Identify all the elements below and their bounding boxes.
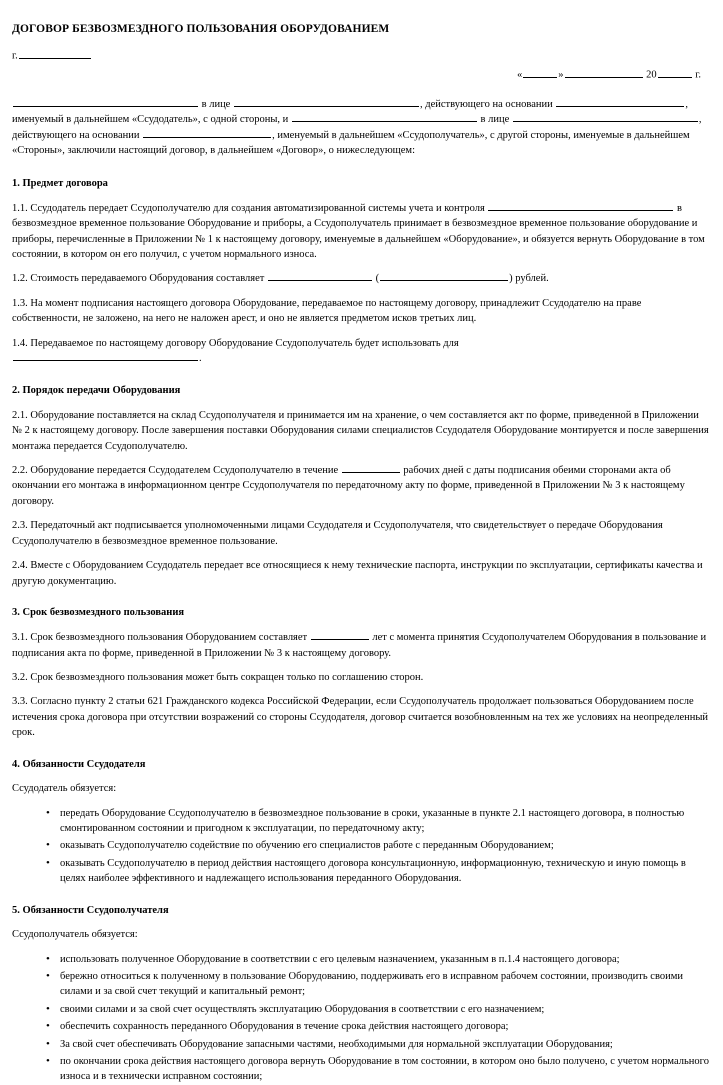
- clause-3-3: 3.3. Согласно пункту 2 статьи 621 Гражданского кодекса Российской Федерации, если Ссудополучатель продолжает пользоваться Оборудованием после истечения срока договора при отсутствии возражений со стороны Ссудодателя, договор считается возобновленным на тех же условиях на неопределенный срок.: [12, 696, 709, 739]
- clause-1-2-amount-blank[interactable]: [268, 272, 372, 282]
- list-item: • За свой счет обеспечивать Оборудование запасными частями, необходимыми для нормальной эксплуатации Оборудования;: [12, 1037, 709, 1052]
- clause-1-1: [12, 201, 709, 263]
- date-day-blank[interactable]: [523, 68, 557, 78]
- section-5-lead-in: Ссудополучатель обязуется:: [12, 928, 138, 940]
- list-item: • обеспечить сохранность переданного Оборудования в течение срока действия настоящего договора;: [12, 1019, 709, 1034]
- list-item: • своими силами и за свой счет осуществлять эксплуатацию Оборудования в соответствии с его назначением;: [12, 1002, 709, 1017]
- clause-2-2: [12, 463, 709, 509]
- preamble-part6: , именуемый в дальнейшем «Ссудополучатель», с другой стороны, именуемые в дальнейшем «Стороны», заключили настоящий договор, в дальнейшем «Договор», о нижеследующем:: [12, 129, 690, 157]
- lender-basis-blank[interactable]: [556, 97, 684, 107]
- preamble-part5: , действующего на основании: [12, 114, 702, 141]
- clause-2-2-days-blank[interactable]: [342, 463, 400, 473]
- clause-1-3: 1.3. На момент подписания настоящего договора Оборудование, передаваемое по настоящему договору, принадлежит Ссудодателю на праве собственности, не заложено, на него не наложен арест, и оно не является предметом исков третьих лиц.: [12, 297, 642, 325]
- section-heading-1: 1. Предмет договора: [12, 177, 108, 189]
- clause-1-4-text-a: 1.4. Передаваемое по настоящему договору Оборудование Ссудополучатель будет использовать для: [12, 337, 459, 349]
- city-blank[interactable]: [19, 49, 91, 59]
- clause-3-1-years-blank[interactable]: [311, 631, 369, 641]
- list-item: • бережно относиться к полученному в пользование Оборудованию, поддерживать его в исправном рабочем состоянии, производить своими силами и за свой счет текущий и капитальный ремонт;: [12, 969, 709, 1000]
- date-year-blank[interactable]: [658, 68, 692, 78]
- borrower-rep-blank[interactable]: [513, 113, 698, 123]
- clause-3-1: [12, 630, 709, 661]
- clause-2-2-text-a: 2.2. Оборудование передается Ссудодателем Ссудополучателю в течение: [12, 465, 339, 477]
- preamble-part1: в лице: [201, 98, 231, 110]
- preamble-part3: , именуемый в дальнейшем «Ссудодатель», с одной стороны, и: [12, 98, 688, 126]
- list-item: • по окончании срока действия настоящего договора вернуть Оборудование в том состоянии, в котором оно было получено, с учетом нормального износа и в технически исправном состоянии;: [12, 1054, 709, 1085]
- clause-2-3: 2.3. Передаточный акт подписывается уполномоченными лицами Ссудодателя и Ссудополучателя, что свидетельствует о передаче Оборудования Ссудополучателю в безвозмездное временное пользование.: [12, 520, 663, 547]
- clause-1-2-text-b: (: [375, 273, 380, 285]
- section-4-lead-in: Ссудодатель обязуется:: [12, 782, 117, 794]
- borrower-basis-blank[interactable]: [143, 128, 271, 138]
- clause-1-4: [12, 336, 709, 367]
- section-heading-4: 4. Обязанности Ссудодателя: [12, 758, 146, 770]
- date-line: [12, 68, 709, 83]
- lender-name-blank[interactable]: [13, 97, 198, 107]
- list-item: • оказывать Ссудополучателю содействие по обучению его специалистов работе с переданным Оборудованием;: [12, 838, 709, 853]
- date-suffix: г.: [695, 69, 701, 81]
- section-5-bullet-list: [12, 952, 709, 1085]
- date-year-prefix: 20: [646, 69, 657, 81]
- clause-3-1-text-a: 3.1. Срок безвозмездного пользования Оборудованием составляет: [12, 632, 308, 644]
- preamble-part2: , действующего на основании: [419, 98, 553, 110]
- clause-2-1: 2.1. Оборудование поставляется на склад Ссудополучателя и принимается им на хранение, о чем составляется акт по форме, приведенной в Приложении № 2 к настоящему договору. После завершения поставки Оборудования силами специалистов Ссудодателя Оборудование монтируется и после завершения монтажа передается Ссудополучателю.: [12, 409, 709, 452]
- list-item: • передать Оборудование Ссудополучателю в безвозмездное пользование в сроки, указанные в пункте 2.1 настоящего договора, в полностью смонтированном состоянии и пригодном к эксплуатации, по передаточному акту;: [12, 806, 709, 837]
- page-title: ДОГОВОР БЕЗВОЗМЕЗДНОГО ПОЛЬЗОВАНИЯ ОБОРУДОВАНИЕМ: [12, 23, 390, 35]
- lender-rep-blank[interactable]: [234, 97, 419, 107]
- date-close-quote: »: [558, 69, 564, 81]
- clause-1-2-amount-words-blank[interactable]: [380, 272, 508, 282]
- clause-2-2-text-b: рабочих дней с даты подписания обеими сторонами акта об окончании его монтажа в информационном центре Ссудополучателя по передаточному акту по форме, приведенной в Приложении № 3 к настоящему договору.: [12, 465, 685, 507]
- clause-1-4-purpose-blank[interactable]: [13, 352, 198, 362]
- borrower-name-blank[interactable]: [292, 113, 477, 123]
- clause-1-1-text-b: в безвозмездное временное пользование Оборудование и приборы, а Ссудополучатель принимает в безвозмездное временное пользование оборудование и приборы, перечисленные в Приложении № 1 к настоящему договору, именуемые в дальнейшем «Оборудование», и обязуется вернуть Оборудование в том состоянии, в котором он его получил, с учетом нормального износа.: [12, 202, 705, 261]
- section-heading-3: 3. Срок безвозмездного пользования: [12, 606, 185, 618]
- clause-1-2: [12, 271, 709, 286]
- clause-1-1-blank[interactable]: [488, 201, 673, 211]
- clause-1-2-text-a: 1.2. Стоимость передаваемого Оборудования составляет: [12, 273, 265, 285]
- clause-1-1-text-a: 1.1. Ссудодатель передает Ссудополучателю для создания автоматизированной системы учета и контроля: [12, 202, 485, 214]
- clause-3-1-text-b: лет с момента принятия Ссудополучателем Оборудования в пользование и подписания акта по форме, приведенной в Приложении № 3 к настоящему договору.: [12, 632, 707, 659]
- list-item: • использовать полученное Оборудование в соответствии с его целевым назначением, указанным в п.1.4 настоящего договора;: [12, 952, 709, 967]
- clause-1-4-text-b: .: [199, 353, 202, 365]
- city-label: г.: [12, 50, 18, 62]
- list-item: • оказывать Ссудополучателю в период действия настоящего договора консультационную, информационную, техническую и иную помощь в целях наиболее эффективного и надлежащего использования переданного Оборудования.: [12, 856, 709, 887]
- preamble-part4: в лице: [480, 114, 510, 126]
- date-open-quote: «: [517, 69, 523, 81]
- clause-2-4: 2.4. Вместе с Оборудованием Ссудодатель передает все относящиеся к нему технические паспорта, инструкции по эксплуатации, сертификаты качества и другую документацию.: [12, 560, 703, 587]
- clause-1-2-text-c: ) рублей.: [509, 273, 549, 285]
- city-line: [12, 49, 709, 64]
- section-heading-2: 2. Порядок передачи Оборудования: [12, 384, 181, 396]
- date-month-blank[interactable]: [565, 68, 643, 78]
- clause-3-2: 3.2. Срок безвозмездного пользования может быть сокращен только по соглашению сторон.: [12, 672, 424, 683]
- section-heading-5: 5. Обязанности Ссудополучателя: [12, 904, 169, 916]
- preamble-paragraph: [12, 97, 709, 159]
- section-4-bullet-list: [12, 806, 709, 887]
